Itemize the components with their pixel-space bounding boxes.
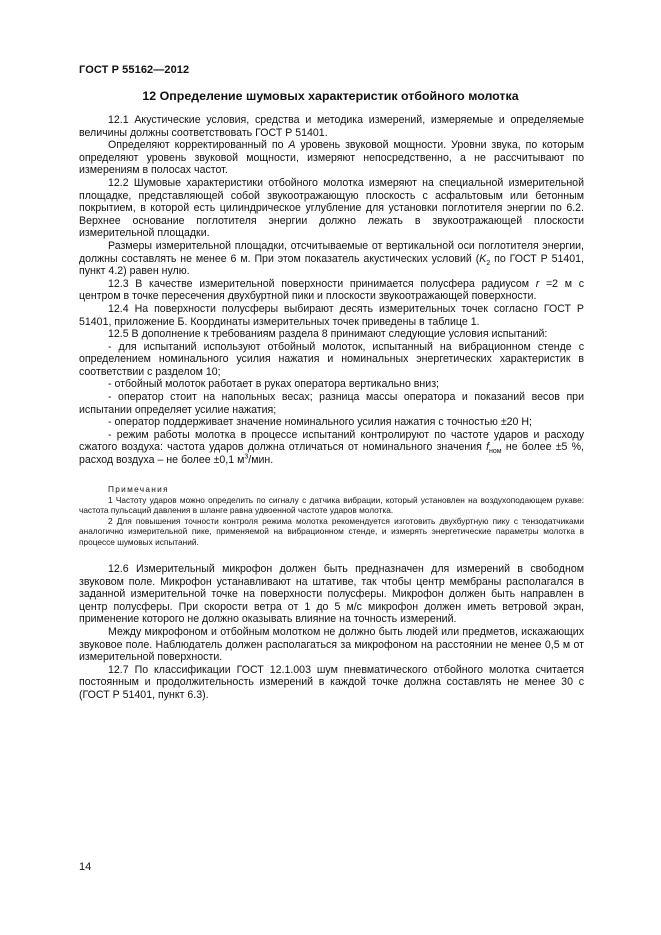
text-run: Размеры измерительной площадки, отсчитываемые от вертикальной оси поглотителя энергии, должны составлять не менее 6 м. При этом показатель акустических условий ( [79,239,584,265]
paragraph-12-5: 12.5 В дополнение к требованиям раздела 8 принимают следующие условия испытаний: [108,328,548,341]
notes-block [79,484,584,548]
section-body [79,114,584,467]
text-run: 12.3 В качестве измерительной поверхности принимается полусфера радиусом [108,277,536,290]
variable-a: A [288,139,296,152]
subscript-nom: ном [489,448,502,456]
text-run: /мин. [248,454,274,467]
paragraph-observer: Между микрофоном и отбойным молотком не должно быть людей или предметов, искажающих звуковое поле. Наблюдатель должен располагаться за микрофоном на расстоянии не менее 0,5 м от измерительной поверхности. [79,625,584,664]
variable-k: K [479,252,487,265]
list-item-test-hammer: - для испытаний используют отбойный молоток, испытанный на вибрационном стенде с определением номинального усилия нажатия и номинальных энергетических характеристик в соответствии с разделом 10; [79,340,584,378]
notes-title: Примечания [108,484,169,494]
paragraph-12-4: 12.4 На поверхности полусферы выбирают десять измерительных точек согласно ГОСТ Р 51401, приложение Б. Координаты измерительных точек приведены в таблице 1. [79,302,584,328]
list-item-mode [79,429,584,467]
section-body-continued [79,563,584,702]
variable-r: r [535,277,540,290]
text-run: не более ±5 %, расход воздуха – не более ±0,1 м [79,441,585,467]
text-run: по ГОСТ Р 51401, пункт 4.2) равен нулю. [79,252,584,278]
paragraph-12-6: 12.6 Измерительный микрофон должен быть предназначен для измерений в свободном звуковом поле. Микрофон устанавливают на штативе, так чтобы центр мембраны располагался в заданной измерительной точке на поверхности полусферы. Микрофон должен быть направлен в центр полусферы. При скорости ветра от 1 до 5 м/с микрофон должен иметь ветровой экран, применение которого не должно оказывать влияние на точность измерений. [79,563,584,626]
paragraph-dimensions [79,240,584,278]
list-item-vertical: - отбойный молоток работает в руках оператора вертикально вниз; [108,378,439,391]
text-run: =2 м с центром в точке пересечения двухбуртной пики и плоскости звукоотражающей поверхности. [79,277,584,303]
document-code: ГОСТ Р 55162—2012 [79,64,190,76]
paragraph-12-7: 12.7 По классификации ГОСТ 12.1.003 шум пневматического отбойного молотка считается постоянным и продолжительность измерений в каждой точке должна составлять не менее 30 с (ГОСТ Р 51401, пункт 6.3). [79,663,584,701]
text-run: уровень звуковой мощности. Уровни звука, по которым определяют уровень звуковой мощности, измеряют непосредственно, а не рассчитывают по измерениям в полосах частот. [79,139,584,177]
paragraph-12-2: 12.2 Шумовые характеристики отбойного молотка измеряют на специальной измерительной площадке, представляющей собой звукоотражающую плоскость с асфальтовым или бетонным покрытием, в которой есть цилиндрическое углубление для установки поглотителя энергии по 6.2. Верхнее основание поглотителя энергии должно лежать в звукоотражающей плоскости измерительной площадки. [79,176,584,240]
subscript-2: 2 [486,259,491,267]
section-title: 12 Определение шумовых характеристик отбойного молотка [142,89,519,103]
list-item-scales: - оператор стоит на напольных весах; разница массы оператора и показаний весов при испытании определяет усилие нажатия; [79,391,584,416]
note-1: 1 Частоту ударов можно определить по сигналу с датчика вибрации, который установлен на воздухоподающем рукаве: частота пульсаций давления в шланге равна удвоенной частоте ударов молотка. [79,494,584,516]
paragraph-12-1: 12.1 Акустические условия, средства и методика измерений, измеряемые и определяемые величины должны соответствовать ГОСТ Р 51401. [79,114,584,139]
list-item-force: - оператор поддерживает значение номинального усилия нажатия с точностью ±20 Н; [108,416,532,429]
page-number: 14 [79,861,92,873]
text-run: - режим работы молотка в процессе испытаний контролируют по частоте ударов и расходу сжатого воздуха: частота ударов должна отличаться от номинального значения [79,428,584,454]
superscript-3: 3 [244,453,249,461]
text-run: Определяют корректированный по [108,139,289,152]
variable-f: f [486,441,490,454]
paragraph-12-3 [79,278,584,303]
paragraph-a-weighted [79,139,584,177]
note-2: 2 Для повышения точности контроля режима молотка рекомендуется изготовить двухбуртную пику с тензодатчиками аналогично измерительной пике, применяемой на вибрационном стенде, и измерять энергетические параметры молотка в процессе шумовых испытаний. [79,515,584,547]
